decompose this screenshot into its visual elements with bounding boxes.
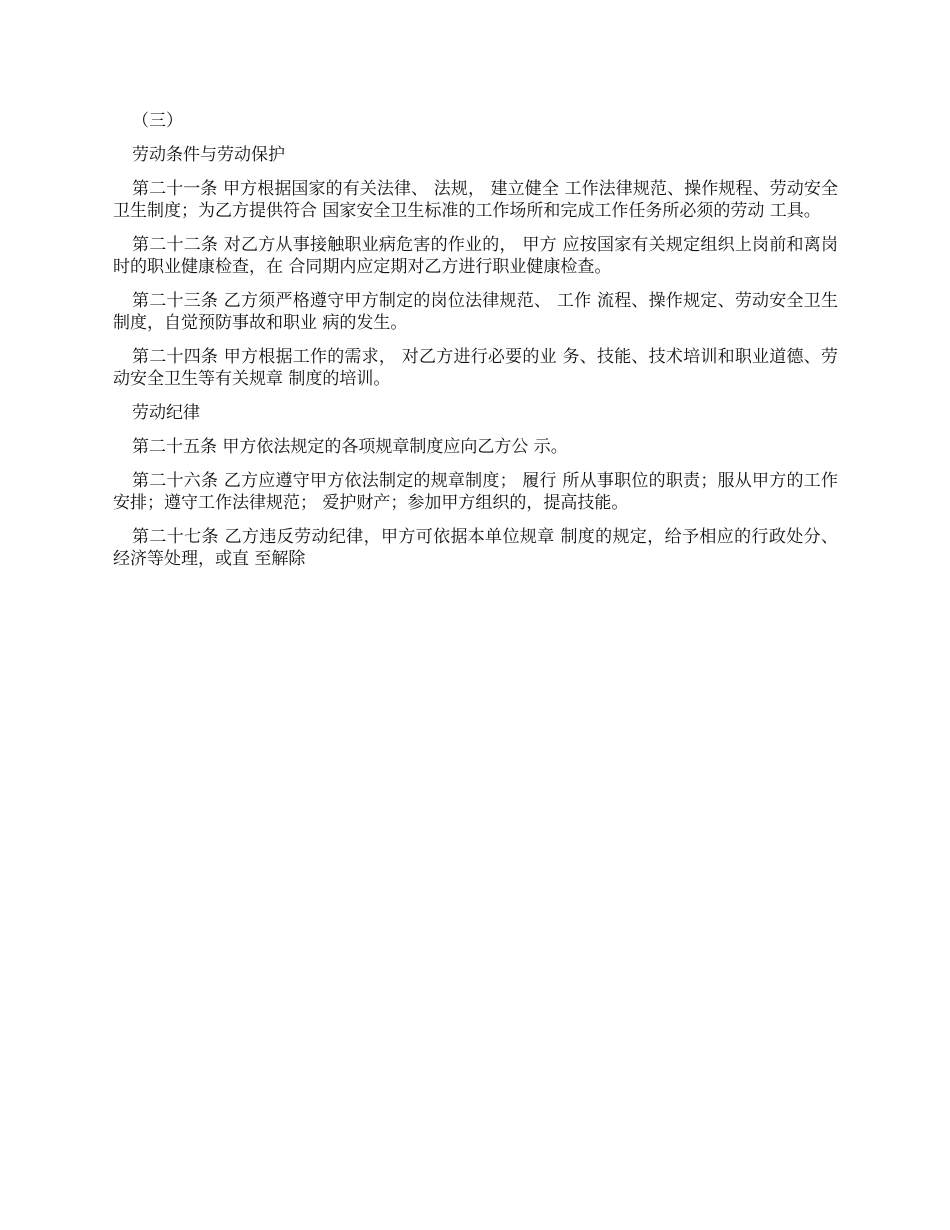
article-25: 第二十五条 甲方依法规定的各项规章制度应向乙方公 示。 xyxy=(132,437,568,457)
section-heading-labor-conditions: 劳动条件与劳动保护 xyxy=(132,145,285,165)
section-number: （三） xyxy=(132,111,183,131)
article-26: 第二十六条 乙方应遵守甲方依法制定的规章制度； 履行 所从事职位的职责；服从甲方的工作安排；遵守工作法律规范； 爱护财产；参加甲方组织的，提高技能。 xyxy=(113,471,838,513)
article-21: 第二十一条 甲方根据国家的有关法律、 法规， 建立健全 工作法律规范、操作规程、劳动安全卫生制度；为乙方提供符合 国家安全卫生标准的工作场所和完成工作任务所必须的劳动 工具。 xyxy=(113,179,838,221)
article-27: 第二十七条 乙方违反劳动纪律，甲方可依据本单位规章 制度的规定，给予相应的行政处分、经济等处理，或直 至解除 xyxy=(113,527,838,569)
document-page xyxy=(113,110,838,582)
section-heading-labor-discipline: 劳动纪律 xyxy=(132,403,200,423)
article-24: 第二十四条 甲方根据工作的需求， 对乙方进行必要的业 务、技能、技术培训和职业道德、劳动安全卫生等有关规章 制度的培训。 xyxy=(113,347,838,389)
article-23: 第二十三条 乙方须严格遵守甲方制定的岗位法律规范、 工作 流程、操作规定、劳动安全卫生制度，自觉预防事故和职业 病的发生。 xyxy=(113,291,838,333)
article-22: 第二十二条 对乙方从事接触职业病危害的作业的， 甲方 应按国家有关规定组织上岗前和离岗时的职业健康检查，在 合同期内应定期对乙方进行职业健康检查。 xyxy=(113,235,838,277)
